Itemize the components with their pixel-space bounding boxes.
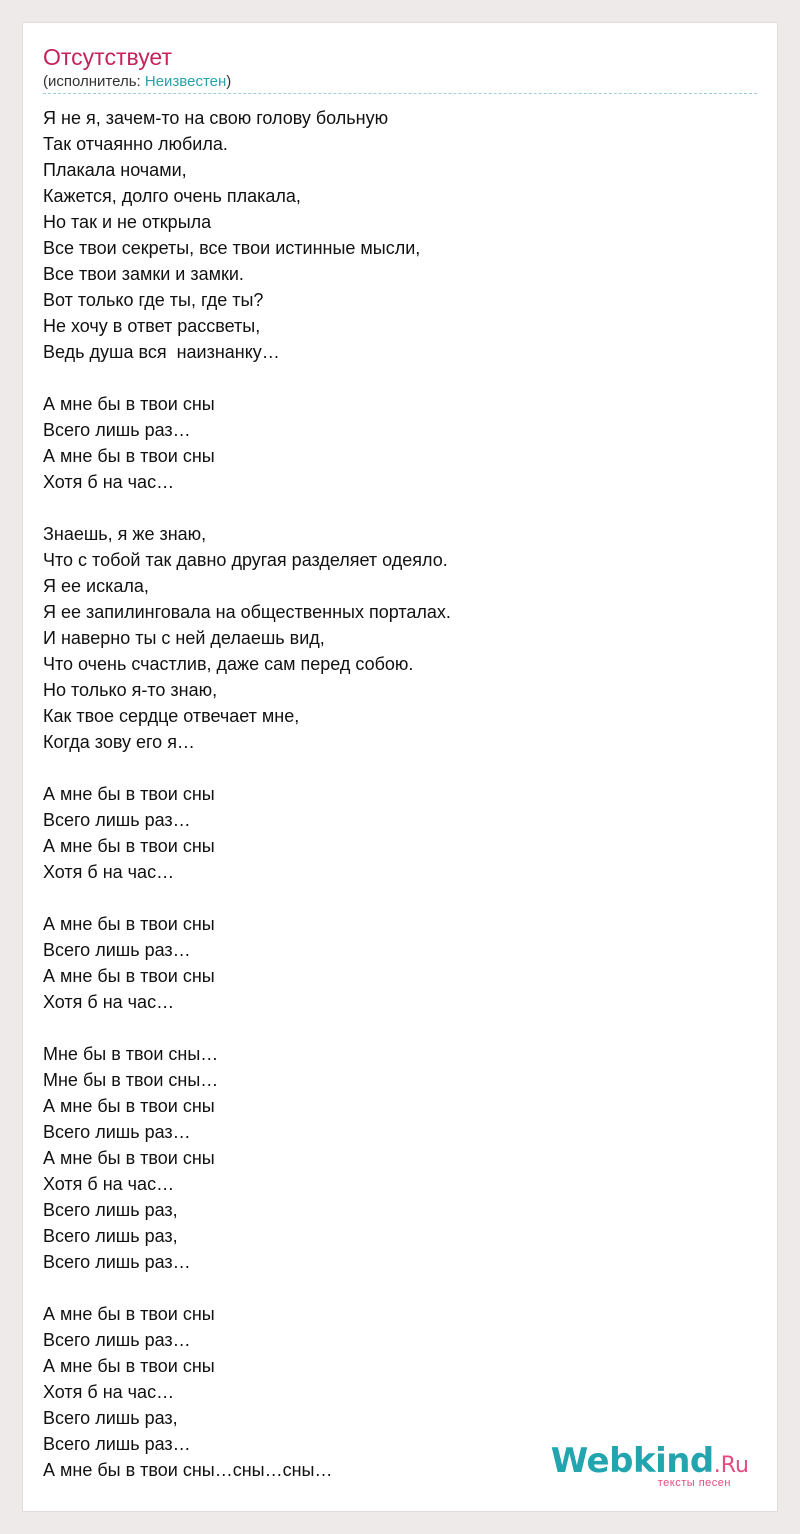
lyric-line: Плакала ночами,: [43, 160, 187, 180]
lyric-line: А мне бы в твои сны…сны…сны…: [43, 1460, 333, 1480]
stanza-gap: [43, 365, 743, 391]
lyric-line: Всего лишь раз,: [43, 1200, 178, 1220]
lyrics-text: [43, 105, 743, 1483]
lyric-line: И наверно ты с ней делаешь вид,: [43, 628, 325, 648]
lyric-line: Всего лишь раз…: [43, 1252, 191, 1272]
artist-link[interactable]: Неизвестен: [144, 73, 227, 90]
lyric-line: Вот только где ты, где ты?: [43, 290, 264, 310]
lyric-line: Хотя б на час…: [43, 472, 175, 492]
lyric-line: Я не я, зачем-то на свою голову больную: [43, 108, 389, 128]
lyrics-card: [22, 22, 778, 1512]
artist-prefix: (исполнитель:: [43, 73, 145, 90]
lyric-line: Мне бы в твои сны…: [43, 1070, 219, 1090]
lyric-line: Всего лишь раз…: [43, 1434, 191, 1454]
lyric-line: Когда зову его я…: [43, 732, 195, 752]
lyric-line: А мне бы в твои сны: [43, 394, 215, 414]
lyric-line: А мне бы в твои сны: [43, 1148, 215, 1168]
lyric-line: Всего лишь раз,: [43, 1226, 178, 1246]
lyric-line: Не хочу в ответ рассветы,: [43, 316, 261, 336]
lyric-line: А мне бы в твои сны: [43, 966, 215, 986]
lyric-line: Все твои замки и замки.: [43, 264, 244, 284]
lyric-line: Что очень счастлив, даже сам перед собою.: [43, 654, 414, 674]
stanza-gap: [43, 1015, 743, 1041]
stanza-gap: [43, 885, 743, 911]
lyric-line: Хотя б на час…: [43, 992, 175, 1012]
stanza-gap: [43, 495, 743, 521]
lyric-line: А мне бы в твои сны: [43, 1096, 215, 1116]
title-divider: [43, 93, 757, 94]
artist-suffix: ): [226, 73, 232, 90]
lyric-line: А мне бы в твои сны: [43, 784, 215, 804]
lyric-line: А мне бы в твои сны: [43, 1356, 215, 1376]
lyric-line: Кажется, долго очень плакала,: [43, 186, 301, 206]
lyric-line: Всего лишь раз…: [43, 1330, 191, 1350]
stanza-gap: [43, 1275, 743, 1301]
song-title: Отсутствует: [43, 44, 172, 70]
lyric-line: Я ее запилинговала на общественных порталах.: [43, 602, 451, 622]
lyric-line: Но так и не открыла: [43, 212, 212, 232]
lyric-line: Я ее искала,: [43, 576, 149, 596]
logo-word: Webkind: [550, 1441, 714, 1481]
lyric-line: Хотя б на час…: [43, 1174, 175, 1194]
lyric-line: Знаешь, я же знаю,: [43, 524, 207, 544]
lyric-line: Как твое сердце отвечает мне,: [43, 706, 300, 726]
logo-tld: .Ru: [713, 1453, 749, 1478]
lyric-line: Всего лишь раз…: [43, 810, 191, 830]
lyric-line: Ведь душа вся наизнанку…: [43, 342, 280, 362]
lyric-line: Всего лишь раз,: [43, 1408, 178, 1428]
lyric-line: Хотя б на час…: [43, 862, 175, 882]
artist-line: [43, 73, 231, 91]
lyric-line: Что с тобой так давно другая разделяет одеяло.: [43, 550, 448, 570]
lyric-line: А мне бы в твои сны: [43, 1304, 215, 1324]
lyric-line: Всего лишь раз…: [43, 420, 191, 440]
lyric-line: Все твои секреты, все твои истинные мысли,: [43, 238, 421, 258]
lyric-line: А мне бы в твои сны: [43, 914, 215, 934]
lyric-line: Мне бы в твои сны…: [43, 1044, 219, 1064]
site-logo[interactable]: [550, 1441, 749, 1491]
lyric-line: А мне бы в твои сны: [43, 446, 215, 466]
lyric-line: Всего лишь раз…: [43, 940, 191, 960]
stanza-gap: [43, 755, 743, 781]
lyric-line: Всего лишь раз…: [43, 1122, 191, 1142]
lyric-line: Хотя б на час…: [43, 1382, 175, 1402]
logo-tagline: тексты песен: [657, 1477, 731, 1489]
lyric-line: Так отчаянно любила.: [43, 134, 228, 154]
lyric-line: Но только я-то знаю,: [43, 680, 218, 700]
lyric-line: А мне бы в твои сны: [43, 836, 215, 856]
